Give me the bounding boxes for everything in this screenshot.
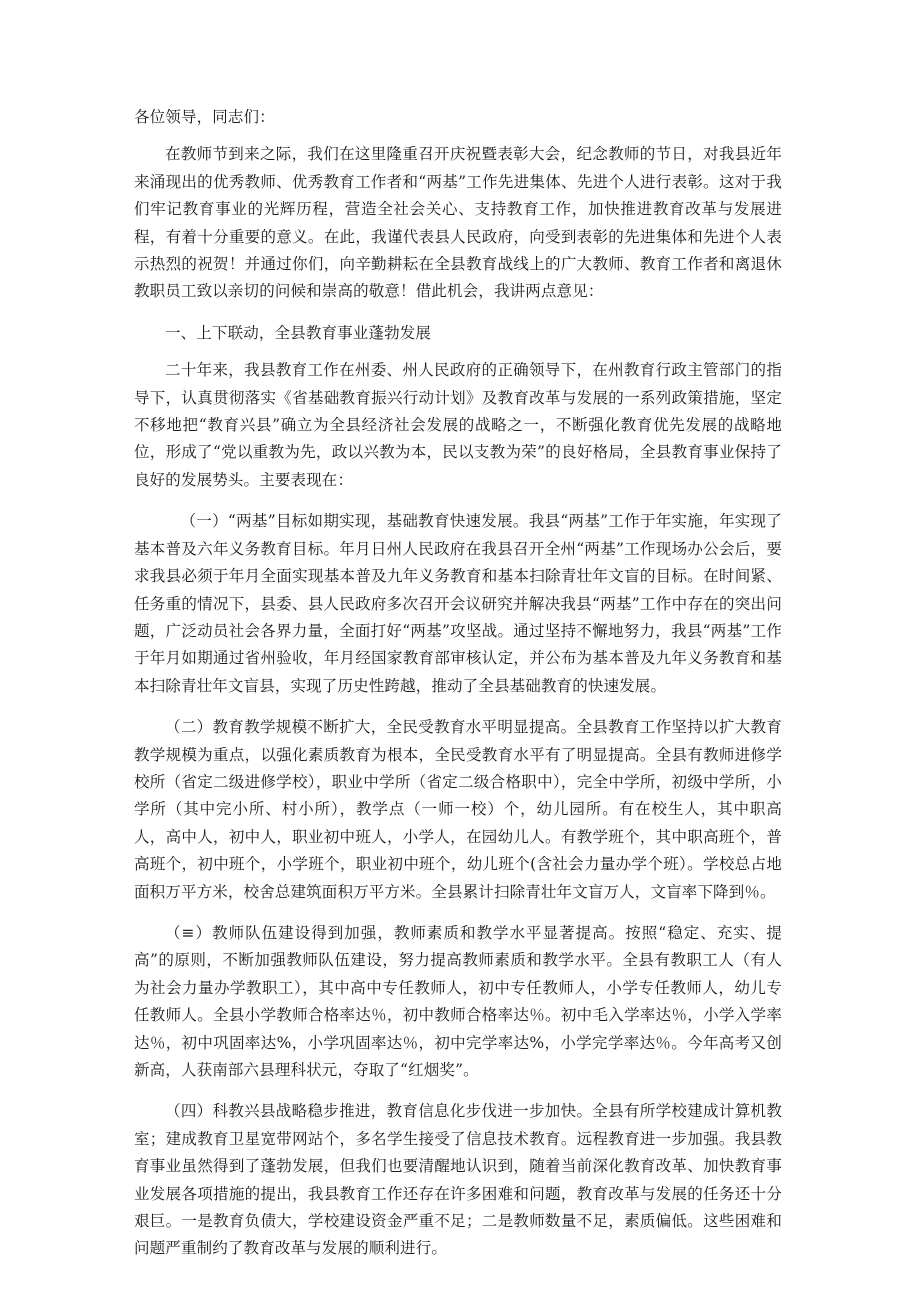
point-3-paragraph: （≡）教师队伍建设得到加强，教师素质和教学水平显著提高。按照“稳定、充实、提高”的原则，不断加强教师队伍建设，努力提高教师素质和教学水平。全县有教职工人（有人为社会力量办学教职工），其中高中专任教师人，初中专任教师人，小学专任教师人，幼儿专任教师人。全县小学教师合格率达％，初中教师合格率达％。初中毛入学率达％，小学入学率达％，初中巩固率达%，小学巩固率达％，初中完学率达%，小学完学率达％。今年高考又创新高，人获南部六县理科状元，夺取了“红烟奖”。 [134,923,782,1079]
point-4-paragraph: （四）科教兴县战略稳步推进，教育信息化步伐进一步加快。全县有所学校建成计算机教室；建成教育卫星宽带网站个，多名学生接受了信息技术教育。远程教育进一步加强。我县教育事业虽然得到了蓬勃发展，但我们也要清醒地认识到，随着当前深化教育改革、加快教育事业发展各项措施的提出，我县教育工作还存在许多困难和问题，教育改革与发展的任务还十分艰巨。一是教育负债大，学校建设资金严重不足；二是教师数量不足，素质偏低。这些困难和问题严重制约了教育改革与发展的顺利进行。 [134,1102,782,1258]
point-1-paragraph: （一）“两基”目标如期实现，基础教育快速发展。我县“两基”工作于年实施，年实现了基本普及六年义务教育目标。年月日州人民政府在我县召开全州“两基”工作现场办公会后，要求我县必须于年月全面实现基本普及九年义务教育和基本扫除青壮年文盲的目标。在时间紧、任务重的情况下，县委、县人民政府多次召开会议研究并解决我县“两基”工作中存在的突出问题，广泛动员社会各界力量，全面打好“两基”攻坚战。通过坚持不懈地努力，我县“两基”工作于年月如期通过省州验收，年月经国家教育部审核认定，并公布为基本普及九年义务教育和基本扫除青壮年文盲县，实现了历史性跨越，推动了全县基础教育的快速发展。 [134,512,782,695]
point-2-paragraph: （二）教育教学规模不断扩大，全民受教育水平明显提高。全县教育工作坚持以扩大教育教学规模为重点，以强化素质教育为根本，全民受教育水平有了明显提高。全县有教师进修学校所（省定二级进修学校），职业中学所（省定二级合格职中），完全中学所，初级中学所，小学所（其中完小所、村小所），教学点（一师一校）个，幼儿园所。有在校生人，其中职高人，高中人，初中人，职业初中班人，小学人，在园幼儿人。有教学班个，其中职高班个，普高班个，初中班个，小学班个，职业初中班个，幼儿班个(含社会力量办学个班）。学校总占地面积万平方米，校舍总建筑面积万平方米。全县累计扫除青壮年文盲万人，文盲率下降到％。 [134,718,782,901]
intro-paragraph: 在教师节到来之际，我们在这里隆重召开庆祝暨表彰大会，纪念教师的节日，对我县近年来涌现出的优秀教师、优秀教育工作者和“两基”工作先进集体、先进个人进行表彰。这对于我们牢记教育事业的光辉历程，营造全社会关心、支持教育工作，加快推进教育改革与发展进程，有着十分重要的意义。在此，我谨代表县人民政府，向受到表彰的先进集体和先进个人表示热烈的祝贺！并通过你们，向辛勤耕耘在全县教育战线上的广大教师、教育工作者和离退休教职员工致以亲切的问候和崇高的敬意！借此机会，我讲两点意见： [134,145,782,301]
document-page [134,104,782,1284]
section-heading-1: 一、上下联动，全县教育事业蓬勃发展 [165,323,432,342]
section-1-paragraph: 二十年来，我县教育工作在州委、州人民政府的正确领导下，在州教育行政主管部门的指导下，认真贯彻落实《省基础教育振兴行动计划》及教育改革与发展的一系列政策措施，坚定不移地把“教育兴县”确立为全县经济社会发展的战略之一，不断强化教育优先发展的战略地位，形成了“党以重教为先，政以兴教为本，民以支教为荣”的良好格局，全县教育事业保持了良好的发展势头。主要表现在： [134,361,782,489]
salutation: 各位领导，同志们： [134,108,275,126]
